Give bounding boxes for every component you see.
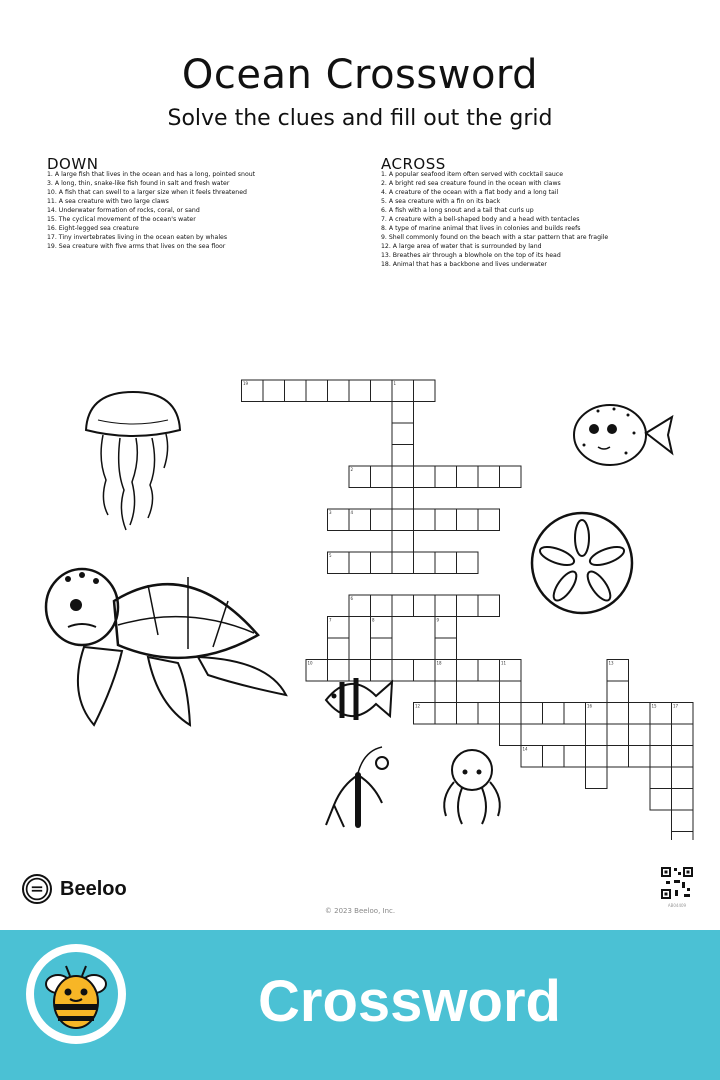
across-clue: 12. A large area of water that is surrounded by land [381,243,542,250]
crossword-cell[interactable] [478,595,500,617]
crossword-cell[interactable] [371,638,393,660]
cell-number: 7 [329,617,332,623]
crossword-cell[interactable] [543,703,565,725]
down-clue: 11. A sea creature with two large claws [47,198,169,205]
crossword-cell[interactable] [392,509,414,531]
crossword-cell[interactable] [435,681,457,703]
across-clue: 9. Shell commonly found on the beach with a star pattern that are fragile [381,234,609,241]
across-clues [381,155,611,270]
sand-dollar-illustration [527,508,637,618]
crossword-cell[interactable] [392,402,414,424]
crossword-cell[interactable] [392,423,414,445]
across-clue: 5. A sea creature with a fin on its back [381,198,501,205]
cell-number: 8 [372,617,375,623]
cell-number: 12 [415,703,421,709]
crossword-cell[interactable] [672,789,694,811]
down-clue-list [47,171,277,251]
across-clue: 18. Animal that has a backbone and lives underwater [381,261,547,268]
copyright: © 2023 Beeloo, Inc. [324,907,396,915]
crossword-cell[interactable] [607,681,629,703]
crossword-cell[interactable] [629,703,651,725]
crossword-cell[interactable] [435,595,457,617]
crossword-cell[interactable] [564,746,586,768]
crossword-cell[interactable] [371,380,393,402]
crossword-cell[interactable] [306,380,328,402]
crossword-cell[interactable] [457,703,479,725]
crossword-cell[interactable] [478,660,500,682]
crossword-cell[interactable] [371,509,393,531]
crossword-cell[interactable] [672,724,694,746]
crossword-cell[interactable] [435,552,457,574]
page-subtitle: Solve the clues and fill out the grid [167,106,553,131]
cell-number: 14 [522,746,528,752]
crossword-cell[interactable] [414,466,436,488]
crossword-cell[interactable] [328,380,350,402]
crossword-cell[interactable] [478,509,500,531]
crossword-cell[interactable] [371,595,393,617]
crossword-cell[interactable] [414,509,436,531]
across-clue: 13. Breathes air through a blowhole on the top of its head [381,252,561,259]
crossword-cell[interactable] [371,552,393,574]
crossword-cell[interactable] [414,380,436,402]
crossword-cell[interactable] [650,746,672,768]
octopus-illustration [432,748,512,828]
crossword-cell[interactable] [435,466,457,488]
cell-number: 5 [329,553,332,558]
crossword-cell[interactable] [414,552,436,574]
crossword-cell[interactable] [392,531,414,553]
crossword-cell[interactable] [586,746,608,768]
crossword-cell[interactable] [435,703,457,725]
crossword-cell[interactable] [328,638,350,660]
cell-number: 19 [243,381,249,386]
crossword-cell[interactable] [650,724,672,746]
across-clue-list [381,171,611,269]
crossword-cell[interactable] [672,832,694,841]
down-heading: DOWN [47,155,99,173]
down-clue: 15. The cyclical movement of the ocean's water [47,216,196,223]
cell-number: 10 [307,660,313,666]
down-clue: 3. A long, thin, snake-like fish found in salt and fresh water [47,180,230,187]
crossword-cell[interactable] [349,552,371,574]
cell-number: 18 [436,660,442,666]
qr-caption: AB04409 [667,903,687,908]
footer-banner [0,930,720,1080]
crossword-cell[interactable] [521,703,543,725]
sea-turtle-illustration [38,565,298,735]
crossword-cell[interactable] [607,703,629,725]
cell-number: 16 [587,703,593,709]
across-heading: ACROSS [381,155,446,173]
down-clue: 1. A large fish that lives in the ocean and has a long, pointed snout [47,171,256,178]
brand [22,874,127,904]
crossword-cell[interactable] [672,767,694,789]
crossword-cell[interactable] [650,789,672,811]
down-clues [47,155,277,252]
cell-number: 6 [350,596,354,601]
cell-number: 4 [350,510,354,515]
across-clue: 2. A bright red sea creature found in the ocean with claws [381,180,561,187]
cell-number: 9 [436,617,440,623]
crossword-cell[interactable] [435,509,457,531]
angelfish-illustration [320,668,396,730]
across-clue: 7. A creature with a bell-shaped body and a head with tentacles [381,216,580,223]
crossword-cell[interactable] [586,767,608,789]
across-clue: 6. A fish with a long snout and a tail that curls up [381,207,534,214]
crossword-cell[interactable] [586,724,608,746]
page-title: Ocean Crossword [181,52,539,98]
down-clue: 16. Eight-legged sea creature [47,225,139,232]
down-clue: 19. Sea creature with five arms that lives on the sea floor [47,243,226,250]
bee-icon [22,940,130,1048]
crossword-cell[interactable] [543,746,565,768]
qr-code-icon [660,866,694,900]
cell-number: 17 [673,703,679,709]
pufferfish-illustration [568,395,678,475]
crossword-cell[interactable] [457,552,479,574]
cell-number: 15 [651,703,657,709]
across-clue: 4. A creature of the ocean with a flat body and a long tail [381,189,559,196]
crossword-cell[interactable] [478,703,500,725]
cell-number: 11 [501,660,507,666]
brand-name: Beeloo [60,877,127,900]
down-clue: 14. Underwater formation of rocks, coral, or sand [47,207,200,214]
crossword-cell[interactable] [263,380,285,402]
crossword-cell[interactable] [457,660,479,682]
crossword-cell[interactable] [457,595,479,617]
down-clue: 10. A fish that can swell to a larger size when it feels threatened [47,189,247,196]
crossword-cell[interactable] [414,660,436,682]
crossword-cell[interactable] [500,724,522,746]
crossword-cell[interactable] [607,724,629,746]
crossword-cell[interactable] [500,466,522,488]
crossword-cell[interactable] [478,466,500,488]
jellyfish-illustration [78,390,188,540]
crossword-cell[interactable] [414,595,436,617]
cell-number: 3 [329,510,332,515]
cell-number: 1 [393,381,397,386]
down-clue: 17. Tiny invertebrates living in the ocean eaten by whales [47,234,228,241]
crossword-cell[interactable] [607,746,629,768]
crossword-cell[interactable] [650,767,672,789]
across-clue: 8. A type of marine animal that lives in colonies and builds reefs [381,225,581,232]
crossword-cell[interactable] [672,746,694,768]
crossword-cell[interactable] [392,466,414,488]
crossword-cell[interactable] [392,595,414,617]
crossword-cell[interactable] [629,746,651,768]
crossword-cell[interactable] [285,380,307,402]
footer-label: Crossword [258,969,561,1034]
cell-number: 2 [350,467,354,472]
crossword-cell[interactable] [349,380,371,402]
crossword-cell[interactable] [392,488,414,510]
crossword-cell[interactable] [500,681,522,703]
cell-number: 13 [608,660,614,666]
crossword-cell[interactable] [371,466,393,488]
lobster-illustration [322,745,394,835]
across-clue: 1. A popular seafood item often served with cocktail sauce [381,171,564,178]
crossword-cell[interactable] [457,509,479,531]
crossword-cell[interactable] [457,466,479,488]
crossword-cell[interactable] [435,638,457,660]
beeloo-logo-icon [22,874,52,904]
crossword-cell[interactable] [500,703,522,725]
crossword-cell[interactable] [672,810,694,832]
crossword-cell[interactable] [392,552,414,574]
crossword-cell[interactable] [564,703,586,725]
crossword-cell[interactable] [392,445,414,467]
